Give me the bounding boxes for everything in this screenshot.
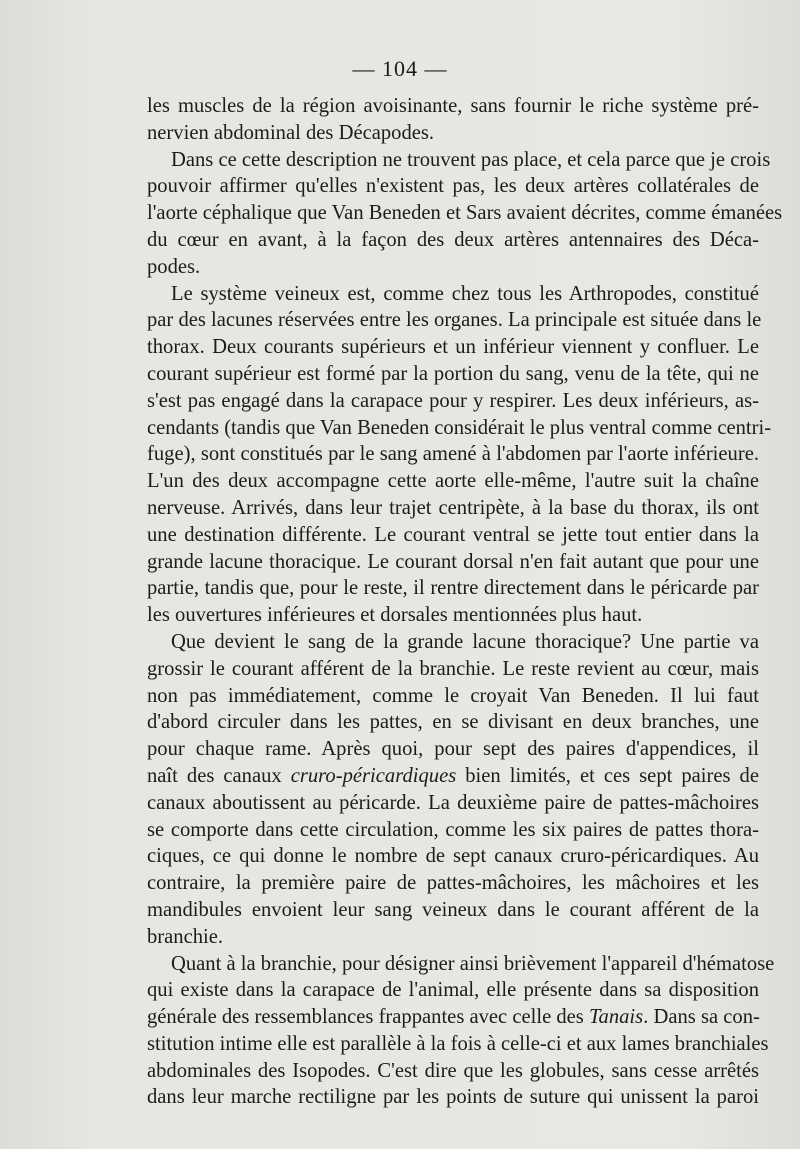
text-line: abdominales des Isopodes. C'est dire que les globules, sans cesse arrêtés — [147, 1059, 759, 1082]
text-line: Dans ce cette description ne trouvent pas place, et cela parce que je crois — [171, 148, 771, 171]
italic-term: Tanais — [588, 1006, 644, 1029]
text-line: qui existe dans la carapace de l'animal, elle présente dans sa disposition — [147, 979, 759, 1002]
text-line: du cœur en avant, à la façon des deux artères antennaires des Déca- — [147, 228, 759, 251]
text-line: branchie. — [147, 925, 224, 948]
text-line: fuge), sont constitués par le sang amené à l'abdomen par l'aorte inférieure. — [147, 443, 759, 466]
text-line-mixed — [147, 1004, 759, 1031]
text-line: non pas immédiatement, comme le croyait Van Beneden. Il lui faut — [147, 684, 759, 707]
body-text — [147, 93, 783, 1111]
text-span: bien limités, et ces sept paires de — [465, 764, 759, 787]
text-line: podes. — [147, 255, 201, 278]
text-line: canaux aboutissent au péricarde. La deuxième paire de pattes-mâchoires — [147, 791, 759, 814]
text-line: nerveuse. Arrivés, dans leur trajet centripète, à la base du thorax, ils ont — [147, 496, 759, 519]
text-line: contraire, la première paire de pattes-mâchoires, les mâchoires et les — [147, 872, 759, 895]
text-line: dans leur marche rectiligne par les points de suture qui unissent la paroi — [147, 1086, 759, 1109]
italic-term: cruro-péricardiques — [290, 764, 457, 787]
text-span: . Dans sa con- — [643, 1006, 760, 1029]
text-line: mandibules envoient leur sang veineux dans le courant afférent de la — [147, 898, 759, 921]
text-line: une destination différente. Le courant ventral se jette tout entier dans la — [147, 523, 759, 546]
text-line: pouvoir affirmer qu'elles n'existent pas, les deux artères collatérales de — [147, 175, 759, 198]
text-line: par des lacunes réservées entre les organes. La principale est située dans le — [147, 309, 762, 332]
text-line: cendants (tandis que Van Beneden considérait le plus ventral comme centri- — [147, 416, 772, 439]
text-line: les muscles de la région avoisinante, sans fournir le riche système pré- — [147, 95, 759, 117]
text-span: générale des ressemblances frappantes avec celle des — [147, 1006, 584, 1029]
text-line: d'abord circuler dans les pattes, en se divisant en deux branches, une — [147, 711, 759, 734]
text-line: grossir le courant afférent de la branchie. Le reste revient au cœur, mais — [147, 657, 759, 680]
text-line: Que devient le sang de la grande lacune thoracique? Une partie va — [171, 630, 759, 653]
text-line: nervien abdominal des Décapodes. — [147, 121, 435, 144]
text-line: Quant à la branchie, pour désigner ainsi brièvement l'appareil d'hématose — [171, 952, 775, 975]
text-line: s'est pas engagé dans la carapace pour y respirer. Les deux inférieurs, as- — [147, 389, 759, 412]
text-line: ciques, ce qui donne le nombre de sept canaux cruro-péricardiques. Au — [147, 845, 759, 868]
text-line: l'aorte céphalique que Van Beneden et Sars avaient décrites, comme émanées — [147, 202, 783, 225]
text-line-mixed — [147, 763, 759, 790]
text-line: grande lacune thoracique. Le courant dorsal n'en fait autant que pour une — [147, 550, 759, 573]
text-line: stitution intime elle est parallèle à la fois à celle-ci et aux lames branchiales — [147, 1032, 769, 1055]
text-span: naît des canaux — [147, 764, 282, 787]
text-line: thorax. Deux courants supérieurs et un inférieur viennent y confluer. Le — [147, 336, 759, 359]
text-line: pour chaque rame. Après quoi, pour sept des paires d'appendices, il — [147, 738, 759, 761]
text-line: Le système veineux est, comme chez tous les Arthropodes, constitué — [171, 282, 759, 305]
text-line: L'un des deux accompagne cette aorte elle-même, l'autre suit la chaîne — [147, 470, 759, 493]
text-line: partie, tandis que, pour le reste, il rentre directement dans le péricarde par — [147, 577, 759, 600]
text-line: les ouvertures inférieures et dorsales mentionnées plus haut. — [147, 604, 643, 627]
text-line: courant supérieur est formé par la portion du sang, venu de la tête, qui ne — [147, 362, 759, 385]
text-line: se comporte dans cette circulation, comme les six paires de pattes thora- — [147, 818, 759, 841]
page-number: — 104 — — [352, 56, 448, 81]
